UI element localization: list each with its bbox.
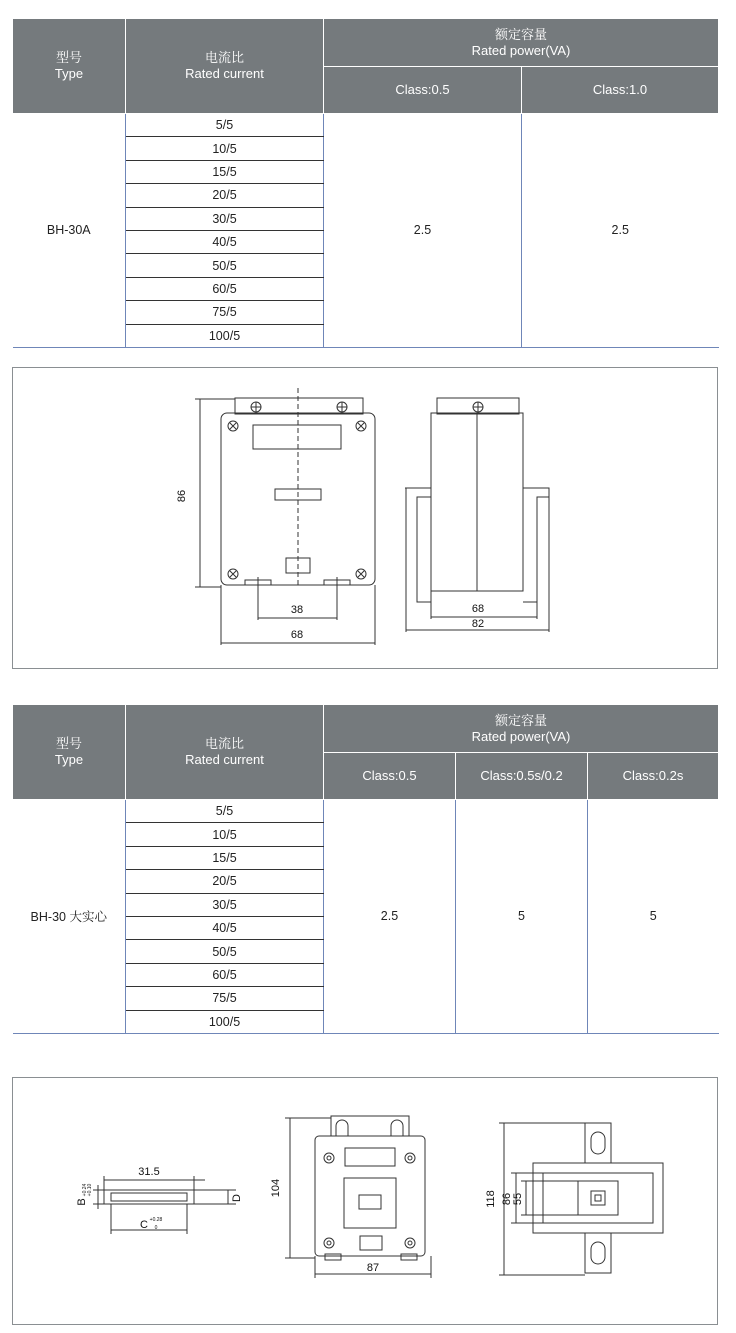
current-cell: 30/5 [126,893,324,916]
current-cell: 15/5 [126,846,324,869]
header-class: Class:0.5 [324,67,522,114]
header-current-en: Rated current [185,752,264,767]
current-cell: 30/5 [126,207,324,230]
drawing-svg [13,368,716,667]
header-power-cn: 额定容量 [494,712,547,728]
dim-b-tol-upper: +0.24 [82,1183,88,1197]
current-cell: 75/5 [126,301,324,324]
current-cell: 40/5 [126,230,324,253]
dim-height-label: 86 [176,489,188,503]
header-power [324,705,719,753]
current-cell: 50/5 [126,940,324,963]
current-cell: 5/5 [126,114,324,137]
front-nameplate [253,425,341,449]
drawing-svg [13,1078,716,1323]
model-cell: BH-30A [13,114,126,348]
header-power [324,19,719,67]
model-cell: BH-30 大实心 [13,800,126,1034]
current-cell: 100/5 [126,1010,324,1033]
dim-c-tol-lower: 0 [154,1225,158,1231]
header-power-en: Rated power(VA) [471,728,571,744]
current-cell: 10/5 [126,137,324,160]
header-type-cn: 型号 [55,736,82,751]
spec-table-bh30-solid [12,704,719,1034]
dim-width-side-outer-label: 82 [471,618,485,630]
dim-side-118-label: 118 [485,1190,497,1208]
spec-table-bh30a [12,18,719,348]
current-cell: 40/5 [126,916,324,939]
dim-front-height-label: 104 [270,1178,282,1198]
dim-bar-length-label: 31.5 [138,1166,160,1178]
dim-c-tol-upper: +0.28 [149,1217,163,1223]
current-cell: 60/5 [126,277,324,300]
dim-front-width-label: 87 [366,1262,380,1274]
current-cell: 10/5 [126,823,324,846]
dim-d-label: D [231,1194,243,1202]
busbar-slot [104,1190,194,1204]
current-cell: 20/5 [126,870,324,893]
header-type [13,19,126,114]
header-current [126,19,324,114]
current-cell: 50/5 [126,254,324,277]
current-cell: 60/5 [126,963,324,986]
current-cell: 5/5 [126,800,324,823]
dim-width-side-inner-label: 68 [471,603,485,615]
header-class: Class:0.2s [588,753,719,800]
header-current-cn: 电流比 [204,736,244,751]
header-type-cn: 型号 [55,50,82,65]
power-cell: 2.5 [324,114,522,348]
dim-side-55-label: 55 [512,1192,524,1206]
dim-side-86-label: 86 [501,1192,513,1206]
current-cell: 100/5 [126,324,324,347]
header-class: Class:0.5 [324,753,456,800]
header-power-en: Rated power(VA) [471,42,571,58]
header-current-en: Rated current [185,66,264,81]
dim-c-label: C [140,1219,148,1231]
dimension-drawing-bh30a [12,367,718,669]
header-current-cn: 电流比 [204,50,244,65]
header-power-cn: 额定容量 [494,26,547,42]
power-cell: 2.5 [522,114,719,348]
dim-width-front-label: 68 [290,629,304,641]
header-type [13,705,126,800]
current-cell: 75/5 [126,987,324,1010]
header-type-en: Type [54,752,84,767]
current-cell: 15/5 [126,160,324,183]
power-cell: 5 [588,800,719,1034]
dim-slot-label: 38 [290,604,304,616]
current-cell: 20/5 [126,184,324,207]
header-class: Class:0.5s/0.2 [456,753,588,800]
header-type-en: Type [54,66,84,81]
dimension-drawing-bh30-solid [12,1077,718,1325]
power-cell: 2.5 [324,800,456,1034]
dim-b-tol-lower: +0.10 [87,1183,93,1197]
header-current [126,705,324,800]
header-class: Class:1.0 [522,67,719,114]
power-cell: 5 [456,800,588,1034]
dim-b-label: B [76,1198,88,1206]
